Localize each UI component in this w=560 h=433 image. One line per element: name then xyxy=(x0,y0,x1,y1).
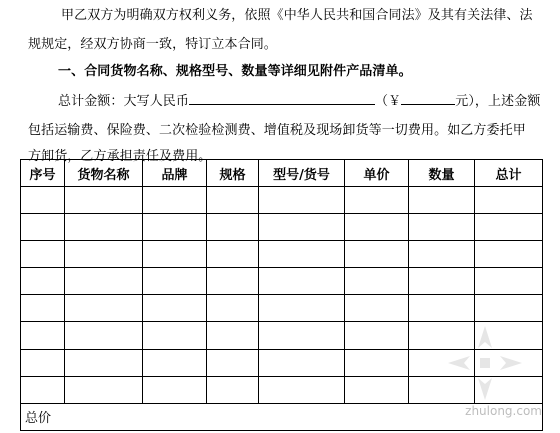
table-cell[interactable] xyxy=(65,295,143,322)
table-cell[interactable] xyxy=(65,187,143,214)
amount-label: 总计金额：大写人民币 xyxy=(58,94,190,109)
table-cell[interactable] xyxy=(259,268,345,295)
header-quantity: 数量 xyxy=(409,160,475,187)
table-cell[interactable] xyxy=(345,349,409,376)
table-cell[interactable] xyxy=(143,349,207,376)
paragraph-2-line-2: 包括运输费、保险费、二次检验检测费、增值税及现场卸货等一切费用。如乙方委托甲 xyxy=(28,123,526,138)
table-cell[interactable] xyxy=(475,187,543,214)
table-cell[interactable] xyxy=(143,295,207,322)
table-cell[interactable] xyxy=(409,268,475,295)
table-cell[interactable] xyxy=(207,187,259,214)
table-cell[interactable] xyxy=(143,241,207,268)
table-cell[interactable] xyxy=(65,376,143,403)
table-cell[interactable] xyxy=(345,376,409,403)
table-cell[interactable] xyxy=(21,187,65,214)
table-cell[interactable] xyxy=(259,241,345,268)
table-row xyxy=(21,214,543,241)
table-cell[interactable] xyxy=(65,322,143,349)
header-unit-price: 单价 xyxy=(345,160,409,187)
table-row xyxy=(21,187,543,214)
table-cell[interactable] xyxy=(345,214,409,241)
table-cell[interactable] xyxy=(475,214,543,241)
table-cell[interactable] xyxy=(409,241,475,268)
header-total: 总计 xyxy=(475,160,543,187)
table-cell[interactable] xyxy=(143,268,207,295)
table-cell[interactable] xyxy=(345,268,409,295)
table-cell[interactable] xyxy=(21,349,65,376)
section-1-heading: 一、合同货物名称、规格型号、数量等详细见附件产品清单。 xyxy=(58,64,412,79)
amount-words-blank[interactable] xyxy=(189,93,375,105)
table-cell[interactable] xyxy=(21,214,65,241)
table-cell[interactable] xyxy=(207,268,259,295)
table-cell[interactable] xyxy=(65,214,143,241)
table-cell[interactable] xyxy=(259,322,345,349)
table-cell[interactable] xyxy=(345,295,409,322)
header-index: 序号 xyxy=(21,160,65,187)
header-brand: 品牌 xyxy=(143,160,207,187)
table-cell[interactable] xyxy=(345,241,409,268)
table-cell[interactable] xyxy=(65,349,143,376)
table-cell[interactable] xyxy=(207,349,259,376)
table-row xyxy=(21,268,543,295)
table-cell[interactable] xyxy=(409,187,475,214)
header-model: 型号/货号 xyxy=(259,160,345,187)
watermark-logo xyxy=(440,318,530,408)
paragraph-2-line-3: 方卸货，乙方承担责任及费用。 xyxy=(28,149,212,164)
table-cell[interactable] xyxy=(475,268,543,295)
table-cell[interactable] xyxy=(259,349,345,376)
table-cell[interactable] xyxy=(259,214,345,241)
total-price-label: 总价 xyxy=(21,403,543,430)
table-row xyxy=(21,241,543,268)
amount-currency-open: （￥ xyxy=(375,94,402,109)
table-cell[interactable] xyxy=(65,268,143,295)
table-cell[interactable] xyxy=(207,322,259,349)
header-spec: 规格 xyxy=(207,160,259,187)
paragraph-1-line-2: 规规定，经双方协商一致，特订立本合同。 xyxy=(28,37,277,52)
amount-number-blank[interactable] xyxy=(401,93,455,105)
table-cell[interactable] xyxy=(475,241,543,268)
table-cell[interactable] xyxy=(21,268,65,295)
table-cell[interactable] xyxy=(143,214,207,241)
table-cell[interactable] xyxy=(409,214,475,241)
table-cell[interactable] xyxy=(143,322,207,349)
table-cell[interactable] xyxy=(259,187,345,214)
table-cell[interactable] xyxy=(207,214,259,241)
table-cell[interactable] xyxy=(21,322,65,349)
header-goods-name: 货物名称 xyxy=(65,160,143,187)
paragraph-1-line-1: 甲乙双方为明确双方权利义务，依照《中华人民共和国合同法》及其有关法律、法 xyxy=(61,8,533,23)
table-cell[interactable] xyxy=(259,295,345,322)
table-cell[interactable] xyxy=(143,376,207,403)
table-header-row xyxy=(21,160,543,187)
table-cell[interactable] xyxy=(21,295,65,322)
table-cell[interactable] xyxy=(21,376,65,403)
table-cell[interactable] xyxy=(207,376,259,403)
table-cell[interactable] xyxy=(207,295,259,322)
table-cell[interactable] xyxy=(259,376,345,403)
table-cell[interactable] xyxy=(207,241,259,268)
table-cell[interactable] xyxy=(65,241,143,268)
amount-currency-close: 元），上述金额 xyxy=(455,94,541,109)
table-cell[interactable] xyxy=(143,187,207,214)
table-cell[interactable] xyxy=(21,241,65,268)
watermark-text: zhulong.com xyxy=(465,404,542,418)
table-cell[interactable] xyxy=(345,322,409,349)
amount-line xyxy=(58,90,540,109)
table-cell[interactable] xyxy=(345,187,409,214)
